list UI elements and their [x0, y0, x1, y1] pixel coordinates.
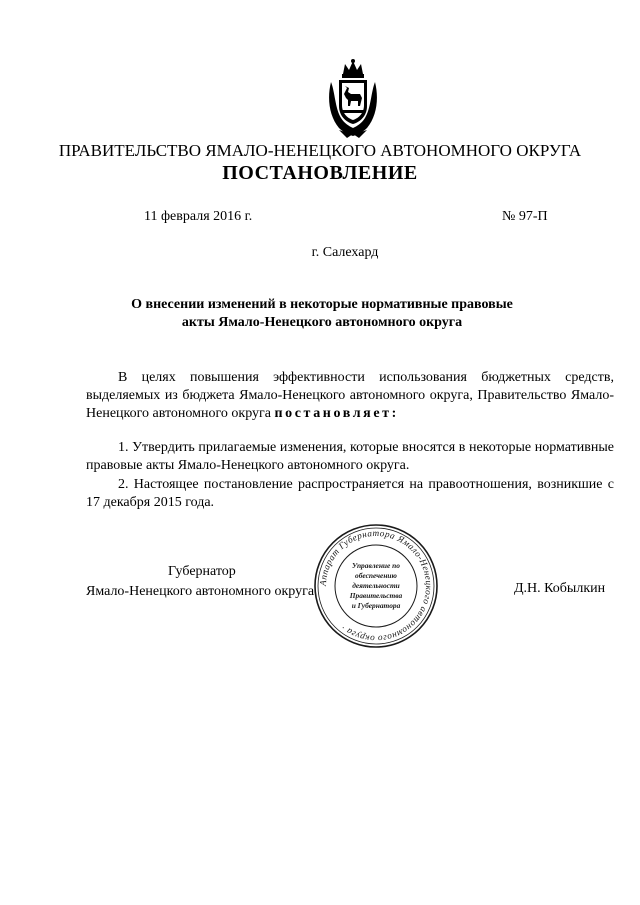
svg-text:Правительства: Правительства [349, 591, 403, 600]
preamble-text: В целях повышения эффективности использования бюджетных средств, выделяемых из бюджета Ямало-Ненецкого автономного округа, Правительство Ямало-Ненецкого автономного округа [86, 370, 614, 421]
resolution-item-2: 2. Настоящее постановление распространяется на правоотношения, возникшие с 17 декабря 2015 года. [86, 477, 614, 510]
document-number: № 97-П [502, 209, 548, 224]
subject-line-1: О внесении изменений в некоторые нормативные правовые [131, 297, 513, 312]
svg-text:деятельности: деятельности [352, 581, 400, 590]
svg-text:Управление по: Управление по [352, 561, 400, 570]
document-date: 11 февраля 2016 г. [144, 209, 253, 224]
svg-text:обеспечению: обеспечению [355, 571, 397, 580]
resolution-item-1: 1. Утвердить прилагаемые изменения, которые вносятся в некоторые нормативные правовые акты Ямало-Ненецкого автономного округа. [86, 440, 614, 473]
signatory-title [86, 562, 326, 602]
subject-line-2: акты Ямало-Ненецкого автономного округа [181, 315, 463, 330]
document-type: ПОСТАНОВЛЕНИЕ [222, 162, 418, 184]
signatory-title-line-2: Ямало-Ненецкого автономного округа [86, 584, 315, 599]
document-city: г. Салехард [311, 245, 379, 260]
signatory-title-line-1: Губернатор [168, 564, 236, 579]
coat-of-arms-icon [325, 58, 381, 140]
resolves-word: постановляет: [274, 406, 399, 421]
government-title: ПРАВИТЕЛЬСТВО ЯМАЛО-НЕНЕЦКОГО АВТОНОМНОГО ОКРУГА [58, 141, 582, 160]
official-stamp [312, 522, 440, 650]
preamble-paragraph [86, 369, 614, 423]
signatory-name: Д.Н. Кобылкин [514, 581, 606, 596]
svg-text:и Губернатора: и Губернатора [351, 601, 401, 610]
stamp-ring-text: Аппарат Губернатора Ямало-Ненецкого автономного округа · [317, 527, 435, 645]
document-subject [86, 296, 558, 332]
